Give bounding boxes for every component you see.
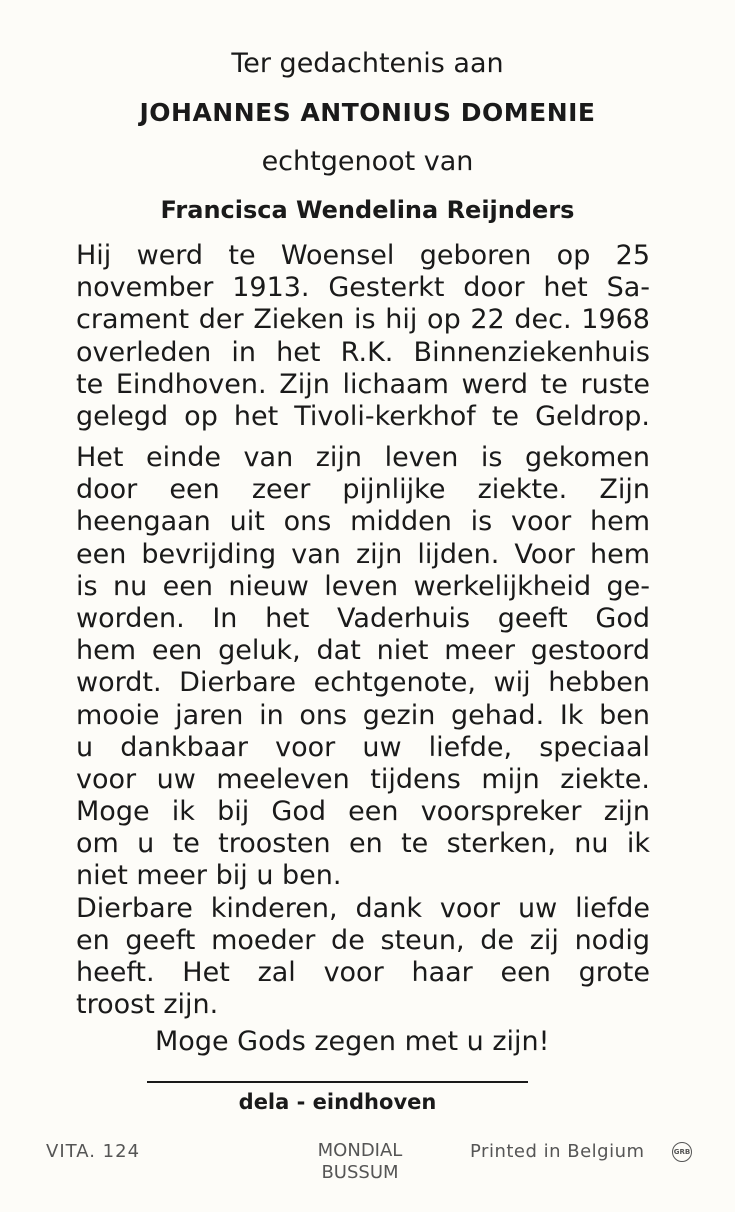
text-line: een bevrijding van zijn lijden. Voor hem [76,538,650,570]
text-line: heeft. Het zal voor haar een grote [76,957,650,988]
text-line: Dierbare kinderen, dank voor uw liefde [76,892,650,924]
biography-paragraph [76,240,650,433]
text-line: en geeft moeder de steun, de zij nodig [76,924,650,956]
text-line: om u te troosten en te sterken, nu ik [76,828,650,860]
spouse-name: Francisca Wendelina Reijnders [160,196,575,224]
text-line: overleden in het R.K. Binnenziekenhuis [76,336,650,368]
series-number: VITA. 124 [46,1141,141,1162]
text-line: troost zijn. [76,989,219,1021]
publisher-line: MONDIAL [317,1140,403,1161]
text-line: heengaan uit ons midden is voor hem [76,506,650,538]
divider-line [147,1081,528,1083]
publisher-line: BUSSUM [321,1162,399,1183]
text-line: worden. In het Vaderhuis geeft God [76,602,650,634]
text-line: Hij werd te Woensel geboren op 25 [76,240,650,271]
closing-blessing: Moge Gods zegen met u zijn! [155,1026,550,1057]
text-line: voor uw meeleven tijdens mijn ziekte. [76,763,650,795]
spouse-intro-text: echtgenoot van [261,146,474,177]
text-line: u dankbaar voor uw liefde, speciaal [76,731,650,763]
text-line: wordt. Dierbare echtgenote, wij hebben [76,667,650,699]
printed-in: Printed in Belgium [470,1141,645,1162]
deceased-name: JOHANNES ANTONIUS DOMENIE [139,98,596,127]
text-line: november 1913. Gesterkt door het Sa- [76,272,650,304]
text-line: crament der Zieken is hij op 22 dec. 1968 [76,304,650,336]
funeral-home: dela - eindhoven [238,1090,437,1114]
intro-text: Ter gedachtenis aan [231,48,504,79]
reflection-paragraph [76,442,650,1021]
text-line: Het einde van zijn leven is gekomen [76,442,650,473]
text-line: door een zeer pijnlijke ziekte. Zijn [76,474,650,506]
text-line: niet meer bij u ben. [76,860,342,892]
text-line: mooie jaren in ons gezin gehad. Ik ben [76,699,650,731]
text-line: is nu een nieuw leven werkelijkheid ge- [76,570,650,602]
printer-logo-icon: GRB [672,1142,692,1162]
text-line: gelegd op het Tivoli-kerkhof te Geldrop. [76,400,650,432]
text-line: te Eindhoven. Zijn lichaam werd te ruste [76,368,650,400]
publisher [290,1140,430,1184]
text-line: Moge ik bij God een voorspreker zijn [76,796,650,828]
text-line: hem een geluk, dat niet meer gestoord [76,635,650,667]
